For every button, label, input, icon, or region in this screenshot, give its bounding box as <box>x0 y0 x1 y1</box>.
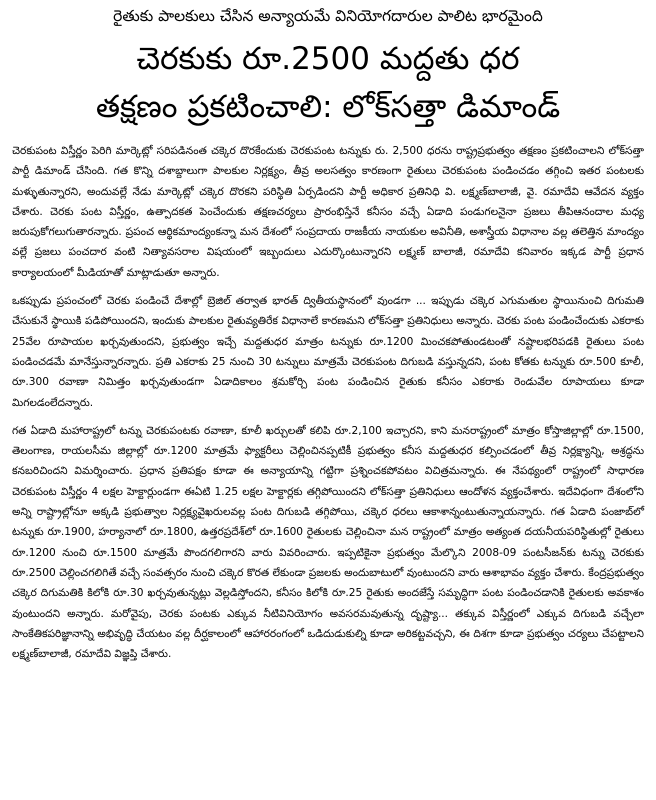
article-paragraph: చెరకుపంట విస్తీర్ణం పెరిగి మార్కెట్లో సరిపడినంత చక్కెర దొరకేందుకు చెరకుపంట టన్నుకు రు. 2,500 ధరను రాష్ట్రప్రభుత్వం తక్షణం ప్రకటించాలని లోక్‌సత్తా పార్టీ డిమాండ్ చేసింది. గత కొన్ని దశాబ్దాలుగా పాలకుల నిర్లక్ష్యం, తీవ్ర అలసత్వం కారణంగా రైతులు చెరకుపంట పండించడం తగ్గించి ఇతర పంటలకు మళ్ళుతున్నారని, అందువల్లే నేడు మార్కెట్లో చక్కెర దొరకని పరిస్థితి ఏర్పడిందని పార్టీ అధికార ప్రతినిధి వి. లక్ష్మణ్‌బాలాజీ, వై. రమాదేవి ఆవేదన వ్యక్తం చేశారు. చెరకు పంట విస్తీర్ణం, ఉత్పాదకత పెంచేందుకు తక్షణచర్యలు ప్రారంభిస్తేనే కనీసం వచ్చే ఏడాది పండుగలనైనా ప్రజలు తీపిఆనందాల మధ్య జరుపుకోగలుగుతారన్నారు. ప్రపంచ ఆర్థికమాంద్యంకన్నా మన దేశంలో సంప్రదాయ రాజకీయ నాయకుల అవినీతి, అశాస్త్రీయ విధానాల వల్ల తలెత్తిన మాంద్యం వల్లే ప్రజలు పంచదార వంటి నిత్యావసరాల విషయంలో ఇబ్బందులు ఎదుర్కొంటున్నారని లక్ష్మణ్ బాలాజీ, రమాదేవి కనివారం ఇక్కడ పార్టీ ప్రధాన కార్యాలయంలో మీడియాతో మాట్లాడుతూ అన్నారు. <box>12 145 644 279</box>
article-paragraph: గత ఏడాది మహారాష్ట్రలో టన్ను చెరకుపంటకు రవాణా, కూలీ ఖర్చులతో కలిపి రూ.2,100 ఇచ్చారని, కాని మనరాష్ట్రంలో మాత్రం కోస్తాజిల్లాల్లో రూ.1500, తెలంగాణ, రాయలసీమ జిల్లాల్లో రూ.1200 మాత్రమే ఫ్యాక్టరీలు చెల్లించినప్పటికీ ప్రభుత్వం కనీస మద్దతుధర కల్పించడంలో తీవ్ర నిర్లక్ష్యాన్ని, అశ్రద్ధను కనబరిచిందని విమర్శించారు. ప్రధాన ప్రతిపక్షం కూడా ఈ అన్యాయాన్ని గట్టిగా ప్రశ్నించకపోవటం విచిత్రమన్నారు. ఈ నేపథ్యంలో రాష్ట్రంలో సాధారణ చెరకుపంట విస్తీర్ణం 4 లక్షల హెక్టార్లుండగా ఈఏటి 1.25 లక్షల హెక్టార్లకు తగ్గిపోయిందని లోక్‌సత్తా ప్రతినిధులు ఆందోళన వ్యక్తంచేశారు. ఇదేవిధంగా దేశంలోని అన్ని రాష్ట్రాల్లోనూ అక్కడి ప్రభుత్వాల నిర్లక్ష్యవైఖరులవల్ల పంట దిగుబడి తగ్గిపోయి, చక్కెర ధరలు ఆకాశాన్నంటుతున్నాయన్నారు. గత ఏడాది పంజాబ్‌లో టన్నుకు రూ.1900, హర్యానాలో రూ.1800, ఉత్తరప్రదేశ్‌లో రూ.1600 రైతులకు చెల్లించినా మన రాష్ట్రంలో మాత్రం అత్యంత దయనీయపరిస్థితుల్లో రైతులు రూ.1200 నుంచి రూ.1500 మాత్రమే పొందగలిగారని వారు వివరించారు. ఇప్పటికైనా ప్రభుత్వం మేల్కొని 2008-09 పంటసీజన్‌కు టన్ను చెరకుకు రూ.2500 చెల్లించగలిగితే వచ్చే సంవత్సరం నుంచి చక్కెర కొరత లేకుండా ప్రజలకు అందుబాటులో వుంటుందని వారు ఆశాభావం వ్యక్తం చేశారు. కేంద్రప్రభుత్వం చక్కెర దిగుమతికి కిలోకి రూ.30 ఖర్చవుతున్నట్లు వెల్లడిస్తోందని, కనీసం కిలోకి రూ.25 రైతుకు అందజేస్తే సమృద్ధిగా పంట పండించడానికి రైతులకు అవకాశం వుంటుందని అన్నారు. మరోవైపు, చెరకు పంటకు ఎక్కువ నీటివినియోగం అవసరమవుతున్న దృష్ట్యా... తక్కువ విస్తీర్ణంలో ఎక్కువ దిగుబడి వచ్చేలా సాంకేతికపరిజ్ఞానాన్ని అభివృద్ధి చేయటం వల్ల దీర్ఘకాలంలో ఆహారరంగంలో ఒడిదుడుకుల్ని కూడా అరికట్టవచ్చని, ఈ దిశగా కూడా ప్రభుత్వం చర్యలు చేపట్టాలని లక్ష్మణ్‌బాలాజీ, రమాదేవి విజ్ఞప్తి చేశారు. <box>12 424 645 661</box>
headline-line-2: తక్షణం ప్రకటించాలి: లోక్‌సత్తా డిమాండ్ <box>95 89 561 125</box>
article-kicker: రైతుకు పాలకులు చేసిన అన్యాయమే వినియోగదారుల పాలిట భారమైంది <box>113 7 543 25</box>
headline-line-1: చెరకుకు రూ.2500 మద్దతు ధర <box>136 41 520 77</box>
article-paragraph: ఒకప్పుడు ప్రపంచంలో చెరకు పండించే దేశాల్లో బ్రెజిల్ తర్వాత భారత్ ద్వితీయస్థానంలో వుండగా ... ఇప్పుడు చక్కెర ఎగుమతుల స్థాయినుంచి దిగుమతి చేసుకునే స్థాయికి పడిపోయిందని, ఇందుకు పాలకుల రైతువ్యతిరేక విధానాలే కారణమని లోక్‌సత్తా ప్రతినిధులు అన్నారు. చెరకు పంట పండించేందుకు ఎకరాకు 25వేల రూపాయల ఖర్చవుతుందని, ప్రభుత్వం ఇచ్చే మద్దతుధర మాత్రం టన్నుకు రూ.1200 మించకపోతుండటంతో నష్టాలభరిపడకి రైతులు పంట పండించడమే మానేస్తున్నారన్నారు. ప్రతి ఎకరాకు 25 నుంచి 30 టన్నులు మాత్రమే చెరకుపంట దిగుబడి వస్తున్నదని, పంట కోతకు టన్నుకు రూ.500 కూలీ, రూ.300 రవాణా నిమిత్తం ఖర్చవుతుండగా ఏడాదికాలం శ్రమకోర్చి పంట పండించిన రైతుకు కనీసం ఎకరాకు రెండువేల రూపాయలు కూడా మిగలడంలేదన్నారు. <box>12 295 644 409</box>
article-body <box>12 141 644 664</box>
